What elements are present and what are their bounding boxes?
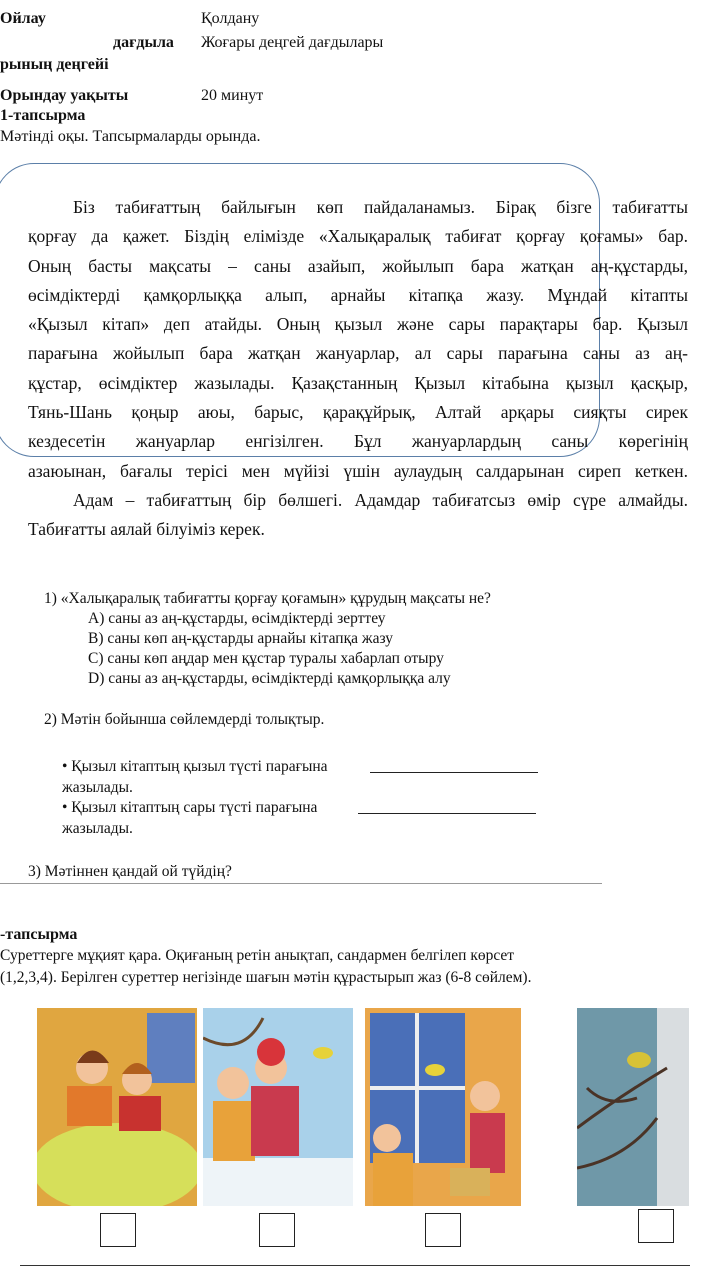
order-checkbox-3[interactable] <box>425 1213 461 1247</box>
header-skill-label-3: рының деңгейі <box>0 56 109 73</box>
question-1: 1) «Халықаралық табиғатты қорғау қоғамын» құрудың мақсаты не? <box>44 590 491 607</box>
text-line: Біз табиғаттың байлығын көп пайдаланамыз. Бірақ бізге табиғатты <box>73 197 688 217</box>
header-skill-type: Қолдану <box>201 10 260 27</box>
text-line: «Қызыл кітап» деп атайды. Оның қызыл және сары парақтары бар. Қызыл <box>28 314 688 335</box>
option-a: A) саны аз аң-құстарды, өсімдіктерді зерттеу <box>88 610 386 627</box>
text-line: Тянь-Шань қоңыр аюы, барыс, қарақұйрық, Алтай арқары сияқты сирек <box>28 402 688 423</box>
q2-item-2: • Қызыл кітаптың сары түсті парағына <box>62 799 318 816</box>
text-line: Табиғатты аялай білуіміз керек. <box>28 519 265 540</box>
task1-title: 1-тапсырма <box>0 107 86 124</box>
option-c: C) саны көп аңдар мен құстар туралы хабарлап отыру <box>88 650 444 667</box>
time-label: Орындау уақыты <box>0 87 129 104</box>
task1-instruction: Мәтінді оқы. Тапсырмаларды орында. <box>0 128 261 145</box>
option-b: B) саны көп аң-құстарды арнайы кітапқа жазу <box>88 630 393 647</box>
picture-bird-on-branch <box>577 1008 689 1206</box>
reading-text <box>28 193 688 545</box>
order-checkbox-1[interactable] <box>100 1213 136 1247</box>
header-skill-label: Ойлау <box>0 10 46 27</box>
q2-item-1: • Қызыл кітаптың қызыл түсті парағына <box>62 758 328 775</box>
text-line: Оның басты мақсаты – саны азайып, жойылып бара жатқан аң-құстарды, <box>28 255 688 276</box>
picture-children-at-window <box>365 1008 521 1206</box>
q2-suffix-2: жазылады. <box>62 820 133 837</box>
text-line: құстар, өсімдіктер жазылады. Қазақстанның Қызыл кітабына қызыл қасқыр, <box>28 372 688 393</box>
header-skill-level: Жоғары деңгей дағдылары <box>201 34 384 51</box>
picture-children-with-bird <box>203 1008 353 1206</box>
question-3: 3) Мәтіннен қандай ой түйдің? <box>28 863 232 880</box>
question-2: 2) Мәтін бойынша сөйлемдерді толықтыр. <box>44 711 325 728</box>
task2-instruction-2: (1,2,3,4). Берілген суреттер негізінде шағын мәтін құрастырып жаз (6-8 сөйлем). <box>0 969 532 986</box>
order-checkbox-4[interactable] <box>638 1209 674 1243</box>
option-d: D) саны аз аң-құстарды, өсімдіктерді қамқорлыққа алу <box>88 670 451 687</box>
text-line: парағына жойылып бара жатқан жануарлар, ал сары парағына саны аз аң- <box>28 343 688 364</box>
picture-children-at-table <box>37 1008 197 1206</box>
q2-suffix-1: жазылады. <box>62 779 133 796</box>
answer-line[interactable] <box>0 883 602 884</box>
bottom-divider <box>20 1265 690 1266</box>
answer-blank-1[interactable] <box>370 772 538 773</box>
text-line: қорғау да қажет. Біздің елімізде «Халықаралық табиғат қорғау қоғамы» бар. <box>28 226 688 247</box>
task2-title: -тапсырма <box>0 926 78 943</box>
text-line: өсімдіктерді қамқорлыққа алып, арнайы кітапқа жазу. Мұндай кітапты <box>28 284 688 305</box>
time-value: 20 минут <box>201 87 264 104</box>
answer-blank-2[interactable] <box>358 813 536 814</box>
header-skill-label-2: дағдыла <box>113 34 174 51</box>
text-line: кездесетін жануарлар енгізілген. Бұл жануарлардың саны көрегінің <box>28 431 688 452</box>
text-line: азаюынан, бағалы терісі мен мүйізі үшін аулаудың салдарынан сиреп кеткен. <box>28 460 688 481</box>
text-line: Адам – табиғаттың бір бөлшегі. Адамдар табиғатсыз өмір сүре алмайды. <box>73 489 688 510</box>
order-checkbox-2[interactable] <box>259 1213 295 1247</box>
task2-instruction-1: Суреттерге мұқият қара. Оқиғаның ретін анықтап, сандармен белгілеп көрсет <box>0 947 515 964</box>
